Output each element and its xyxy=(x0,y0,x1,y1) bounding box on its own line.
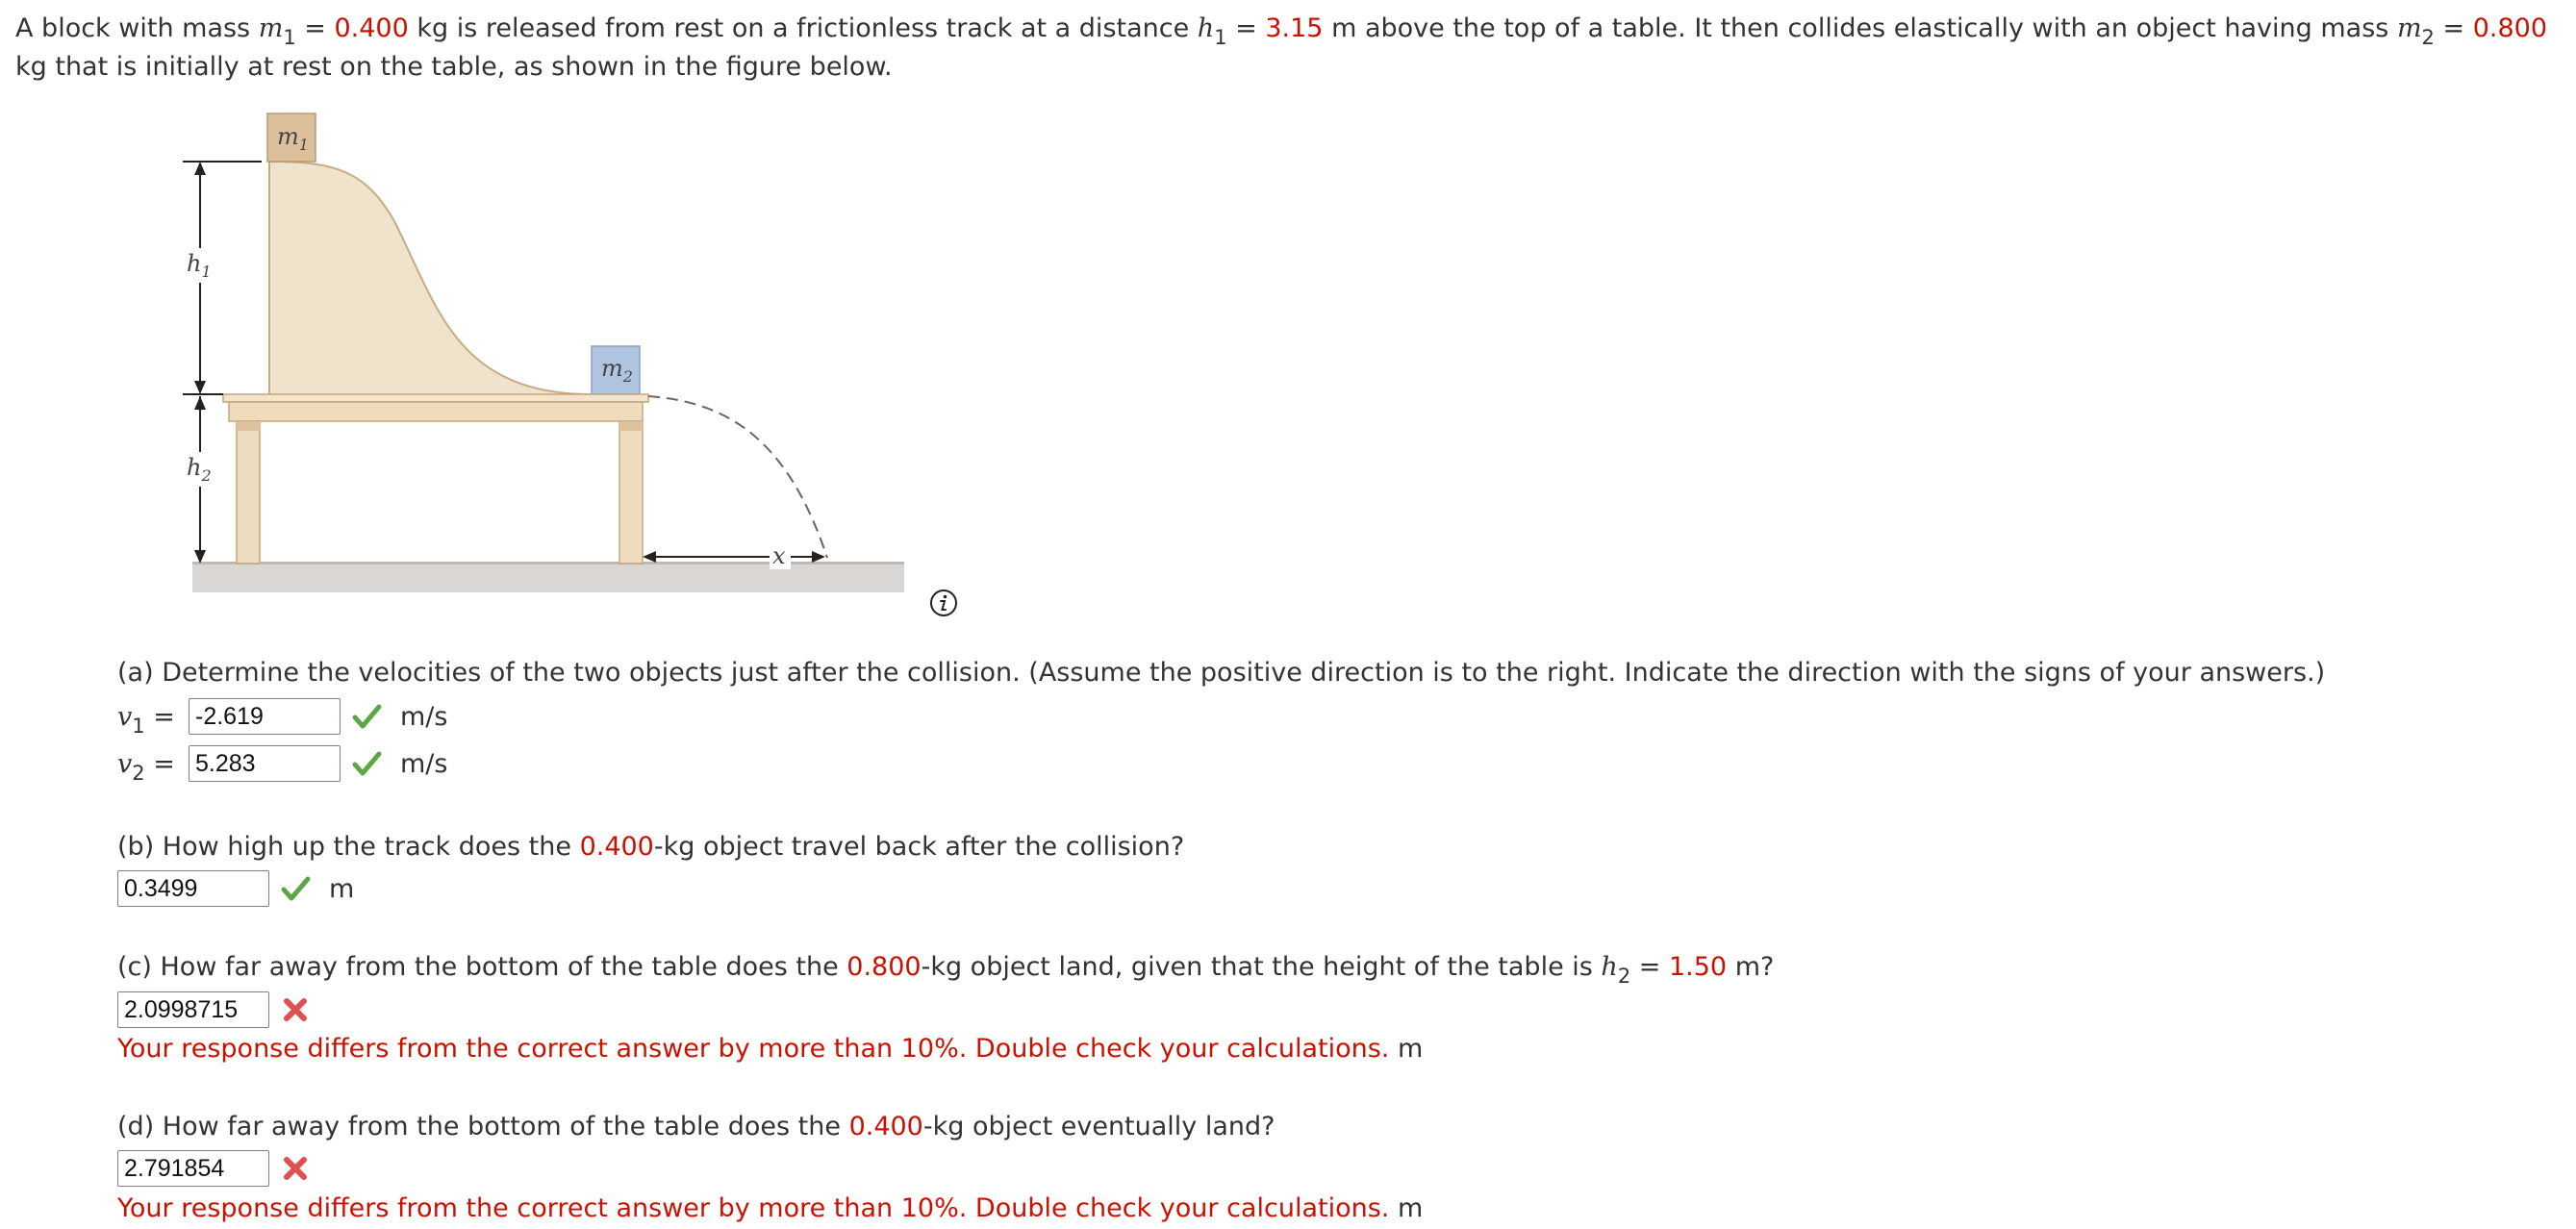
part-c-feedback xyxy=(117,1033,1423,1066)
part-c-question xyxy=(117,951,1775,988)
v2-unit: m/s xyxy=(400,748,448,779)
question-text: -kg object travel back after the collision? xyxy=(653,832,1185,862)
part-b-question xyxy=(117,831,1184,864)
h2-symbol: h xyxy=(1601,952,1618,982)
part-c-answer-row xyxy=(117,990,312,1030)
physics-figure xyxy=(173,106,923,625)
intro-text: = xyxy=(295,13,335,43)
table-leg-left xyxy=(237,421,260,564)
info-icon[interactable] xyxy=(929,589,958,617)
v2-row xyxy=(117,743,447,784)
correct-check-icon xyxy=(350,747,383,780)
intro-text: A block with mass xyxy=(15,13,259,43)
trajectory-dashed xyxy=(648,396,827,558)
table-top xyxy=(223,394,648,402)
feedback-message: Your response differs from the correct answer by more than 10%. Double check your calculations. xyxy=(117,1193,1390,1223)
intro-text: m above the top of a table. It then collides elastically with an object having mass xyxy=(1323,13,2397,43)
m1-symbol: m xyxy=(258,13,284,43)
h1-label: $h_1$ xyxy=(187,250,212,281)
problem-statement xyxy=(15,10,2564,87)
intro-text: = xyxy=(2434,13,2473,43)
v1-input[interactable]: -2.619 xyxy=(189,698,341,735)
v1-symbol: v xyxy=(117,701,133,732)
x-label: x xyxy=(772,542,786,569)
v2-subscript: 2 xyxy=(132,761,145,785)
mass-value: 0.400 xyxy=(579,832,654,862)
m2-block-label: $m_2$ xyxy=(601,355,633,386)
question-text: m? xyxy=(1727,952,1775,982)
h2-subscript: 2 xyxy=(1617,965,1631,988)
question-text: (d) How far away from the bottom of the table does the xyxy=(117,1112,849,1141)
table-leg-right xyxy=(619,421,643,564)
mass-value: 0.400 xyxy=(848,1112,923,1141)
intro-text: kg that is initially at rest on the table, as shown in the figure below. xyxy=(15,52,893,82)
incorrect-x-icon xyxy=(279,1152,312,1185)
part-b-answer-row xyxy=(117,868,354,909)
part-d-answer-row xyxy=(117,1148,312,1189)
v1-equals: = xyxy=(144,701,175,732)
correct-check-icon xyxy=(279,872,312,905)
part-d-feedback xyxy=(117,1192,1423,1225)
part-b-unit: m xyxy=(329,873,355,904)
correct-check-icon xyxy=(350,700,383,733)
v1-subscript: 1 xyxy=(132,714,145,738)
m2-value: 0.800 xyxy=(2472,13,2548,43)
intro-text: = xyxy=(1226,13,1266,43)
v1-label xyxy=(117,701,189,738)
v1-unit: m/s xyxy=(400,701,448,732)
part-a-question: (a) Determine the velocities of the two objects just after the collision. (Assume the positive direction is to the right. Indicate the direction with the signs of your answers.) xyxy=(117,658,2326,688)
question-text: = xyxy=(1630,952,1669,982)
h1-symbol: h xyxy=(1197,13,1215,43)
m2-subscript: 2 xyxy=(2421,26,2435,49)
curved-track xyxy=(269,162,592,396)
h2-value: 1.50 xyxy=(1668,952,1728,982)
m2-symbol: m xyxy=(2396,13,2422,43)
v2-input[interactable]: 5.283 xyxy=(189,745,341,782)
h1-value: 3.15 xyxy=(1265,13,1324,43)
m1-subscript: 1 xyxy=(283,26,296,49)
mass-value: 0.800 xyxy=(846,952,922,982)
intro-text: kg is released from rest on a frictionless track at a distance xyxy=(408,13,1198,43)
question-text: (b) How high up the track does the xyxy=(117,832,580,862)
v2-label xyxy=(117,748,189,785)
part-c-unit: m xyxy=(1389,1034,1424,1064)
v2-equals: = xyxy=(144,748,175,779)
v2-symbol: v xyxy=(117,748,133,779)
part-b-input[interactable]: 0.3499 xyxy=(117,870,269,907)
m1-value: 0.400 xyxy=(334,13,409,43)
v1-row xyxy=(117,696,447,737)
feedback-message: Your response differs from the correct answer by more than 10%. Double check your calculations. xyxy=(117,1034,1390,1064)
part-d-input[interactable]: 2.791854 xyxy=(117,1150,269,1187)
question-text: (c) How far away from the bottom of the table does the xyxy=(117,952,847,982)
h1-subscript: 1 xyxy=(1214,26,1227,49)
h2-label: $h_2$ xyxy=(187,454,212,485)
m1-block-label: $m_1$ xyxy=(277,123,309,154)
floor xyxy=(192,564,904,592)
part-d-unit: m xyxy=(1389,1193,1424,1223)
part-c-input[interactable]: 2.0998715 xyxy=(117,991,269,1028)
incorrect-x-icon xyxy=(279,993,312,1026)
part-d-question xyxy=(117,1111,1275,1143)
question-text: -kg object land, given that the height of the table is xyxy=(921,952,1602,982)
question-text: -kg object eventually land? xyxy=(922,1112,1275,1141)
